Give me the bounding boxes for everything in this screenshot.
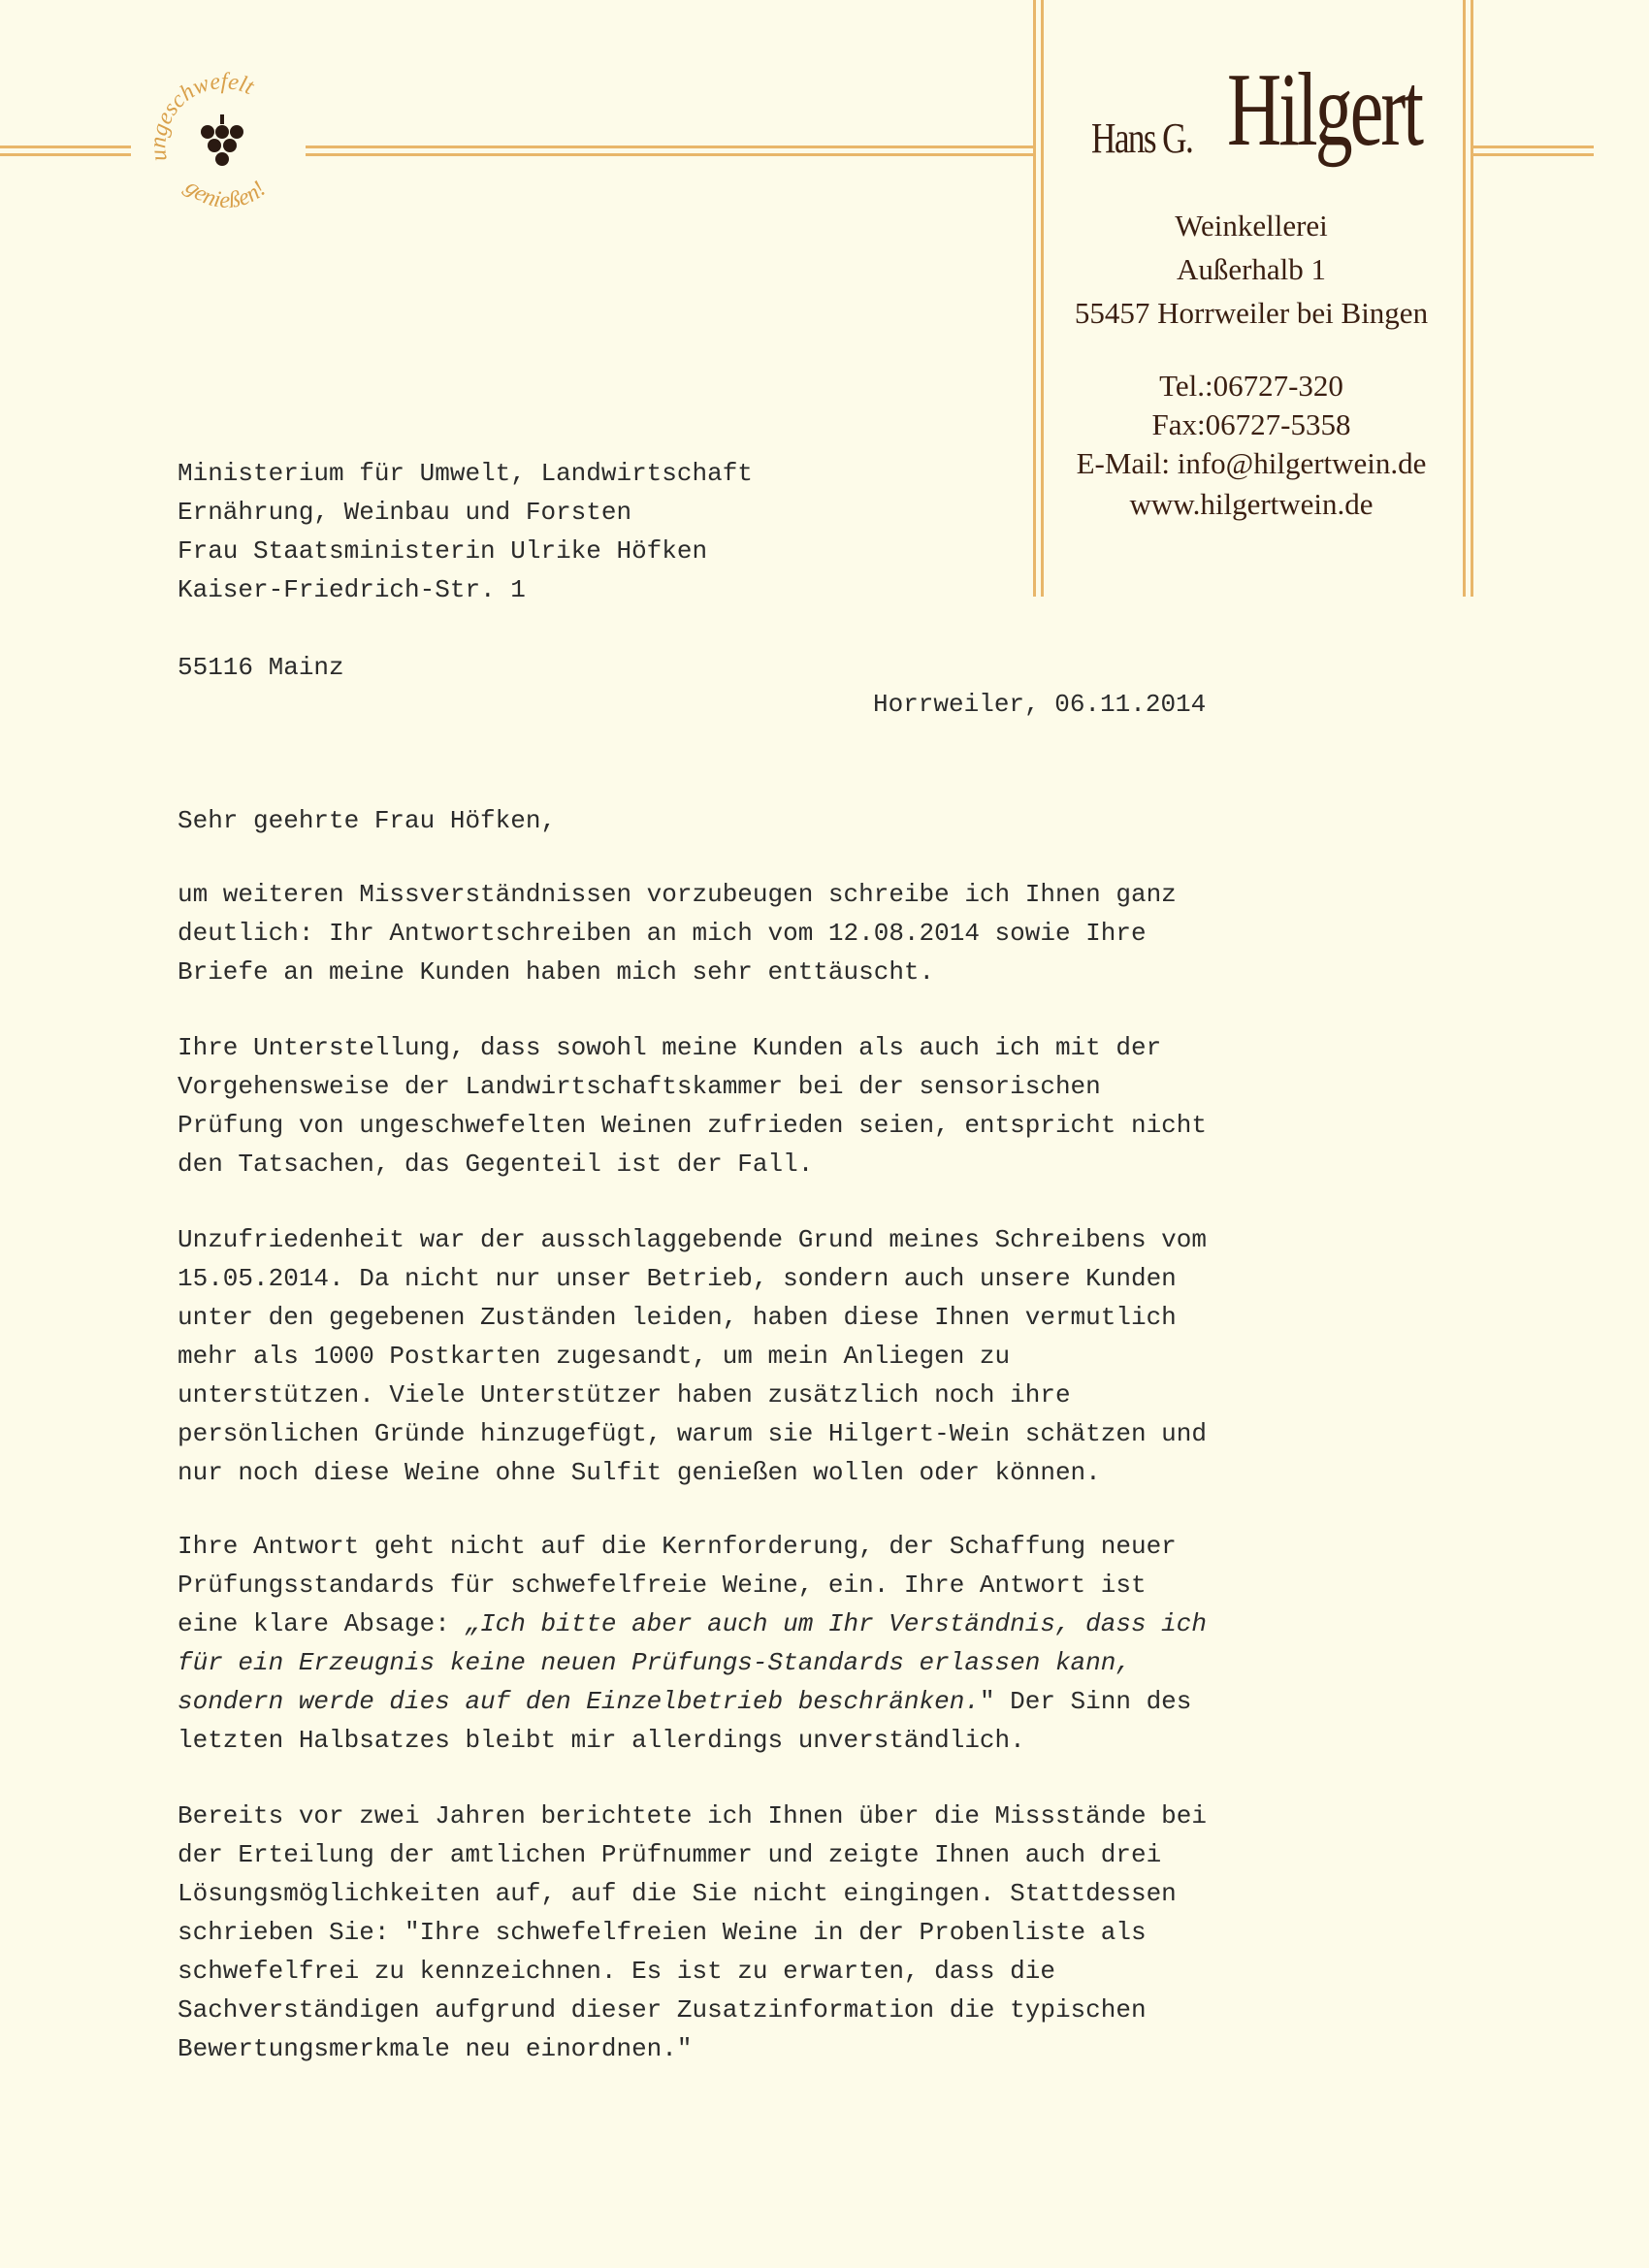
paragraph-line: Ihre Antwort geht nicht auf die Kernforderung, der Schaffung neuer bbox=[178, 1532, 1177, 1561]
paragraph-line bbox=[178, 1604, 1439, 1643]
paragraph-text: " Der Sinn des bbox=[979, 1687, 1192, 1716]
paragraph-line: unterstützen. Viele Unterstützer haben zusätzlich noch ihre bbox=[178, 1380, 1071, 1409]
paragraph-line bbox=[178, 1682, 1439, 1721]
paragraph-line: Lösungsmöglichkeiten auf, auf die Sie nicht eingingen. Stattdessen bbox=[178, 1879, 1177, 1908]
grape-seal-icon bbox=[146, 68, 301, 233]
seal-bottom-text: genießen! bbox=[179, 175, 272, 214]
quoted-text: sondern werde dies auf den Einzelbetrieb beschränken. bbox=[178, 1687, 980, 1716]
paragraph-line: schrieben Sie: "Ihre schwefelfreien Weine in der Probenliste als bbox=[178, 1918, 1147, 1947]
body-paragraph bbox=[178, 1220, 1439, 1492]
brand-first-name: Hans G. bbox=[1091, 114, 1193, 162]
paragraph-line: Briefe an meine Kunden haben mich sehr enttäuscht. bbox=[178, 957, 935, 987]
recipient-line: Kaiser-Friedrich-Str. 1 bbox=[178, 575, 526, 604]
svg-text:ungeschwefelt bbox=[146, 69, 258, 163]
paragraph-line: Prüfung von ungeschwefelten Weinen zufrieden seien, entspricht nicht bbox=[178, 1111, 1207, 1140]
paragraph-line: Bewertungsmerkmale neu einordnen." bbox=[178, 2034, 693, 2063]
grape-icon bbox=[201, 114, 243, 166]
seal-top-text: ungeschwefelt bbox=[146, 69, 258, 163]
body-paragraph bbox=[178, 1028, 1439, 1183]
paragraph-line: den Tatsachen, das Gegenteil ist der Fall. bbox=[178, 1150, 814, 1179]
paragraph-line: Unzufriedenheit war der ausschlaggebende Grund meines Schreibens vom bbox=[178, 1225, 1207, 1254]
company-logo bbox=[1057, 53, 1445, 189]
paragraph-line: letzten Halbsatzes bleibt mir allerdings unverständlich. bbox=[178, 1726, 1025, 1755]
recipient-line: Frau Staatsministerin Ulrike Höfken bbox=[178, 536, 708, 566]
recipient-city: 55116 Mainz bbox=[178, 653, 344, 682]
ornament-line-left bbox=[0, 146, 131, 148]
quoted-text: für ein Erzeugnis keine neuen Prüfungs-Standards erlassen kann, bbox=[178, 1648, 1131, 1677]
paragraph-line: der Erteilung der amtlichen Prüfnummer und zeigte Ihnen auch drei bbox=[178, 1840, 1162, 1869]
paragraph-line: unter den gegebenen Zuständen leiden, haben diese Ihnen vermutlich bbox=[178, 1303, 1177, 1332]
recipient-line: Ministerium für Umwelt, Landwirtschaft bbox=[178, 459, 753, 488]
body-paragraph bbox=[178, 1527, 1439, 1760]
ornament-line-middle bbox=[306, 146, 1033, 148]
company-phone: Tel.:06727-320 bbox=[1159, 369, 1343, 403]
company-email: E-Mail: info@hilgertwein.de bbox=[1076, 446, 1427, 480]
svg-text:genießen! bbox=[180, 175, 272, 213]
paragraph-line: mehr als 1000 Postkarten zugesandt, um mein Anliegen zu bbox=[178, 1342, 1011, 1371]
paragraph-line: Sachverständigen aufgrund dieser Zusatzinformation die typischen bbox=[178, 1995, 1147, 2025]
body-paragraph bbox=[178, 875, 1439, 991]
paragraph-line: 15.05.2014. Da nicht nur unser Betrieb, sondern auch unsere Kunden bbox=[178, 1264, 1177, 1293]
brand-last-name: Hilgert bbox=[1227, 52, 1422, 168]
paragraph-line: schwefelfrei zu kennzeichnen. Es ist zu erwarten, dass die bbox=[178, 1957, 1055, 1986]
paragraph-line: Prüfungsstandards für schwefelfreie Weine, ein. Ihre Antwort ist bbox=[178, 1571, 1147, 1600]
paragraph-line: nur noch diese Weine ohne Sulfit genießen wollen oder können. bbox=[178, 1458, 1101, 1487]
ungeschwefelt-seal bbox=[146, 68, 301, 233]
company-website: www.hilgertwein.de bbox=[1129, 487, 1374, 521]
paragraph-line: um weiteren Missverständnissen vorzubeugen schreibe ich Ihnen ganz bbox=[178, 880, 1177, 909]
paragraph-line: deutlich: Ihr Antwortschreiben an mich vom 12.08.2014 sowie Ihre bbox=[178, 919, 1147, 948]
company-type: Weinkellerei bbox=[1175, 209, 1328, 243]
ornament-vline-right bbox=[1463, 0, 1466, 597]
paragraph-line: Ihre Unterstellung, dass sowohl meine Kunden als auch ich mit der bbox=[178, 1033, 1162, 1062]
ornament-line-right bbox=[1472, 146, 1594, 148]
paragraph-line: persönlichen Gründe hinzugefügt, warum sie Hilgert-Wein schätzen und bbox=[178, 1419, 1207, 1448]
salutation: Sehr geehrte Frau Höfken, bbox=[178, 806, 557, 835]
recipient-address bbox=[178, 454, 753, 609]
letter-date: Horrweiler, 06.11.2014 bbox=[873, 690, 1207, 719]
paragraph-line: Bereits vor zwei Jahren berichtete ich Ihnen über die Missstände bei bbox=[178, 1801, 1207, 1831]
company-fax: Fax:06727-5358 bbox=[1151, 407, 1351, 441]
paragraph-line: Vorgehensweise der Landwirtschaftskammer bei der sensorischen bbox=[178, 1072, 1101, 1101]
company-street: Außerhalb 1 bbox=[1176, 252, 1327, 286]
ornament-vline-left bbox=[1033, 0, 1036, 597]
paragraph-text: eine klare Absage: bbox=[178, 1609, 466, 1638]
quoted-text: „Ich bitte aber auch um Ihr Verständnis, dass ich bbox=[465, 1609, 1207, 1638]
company-city: 55457 Horrweiler bei Bingen bbox=[1074, 296, 1429, 330]
body-paragraph bbox=[178, 1797, 1439, 2068]
recipient-line: Ernährung, Weinbau und Forsten bbox=[178, 498, 632, 527]
